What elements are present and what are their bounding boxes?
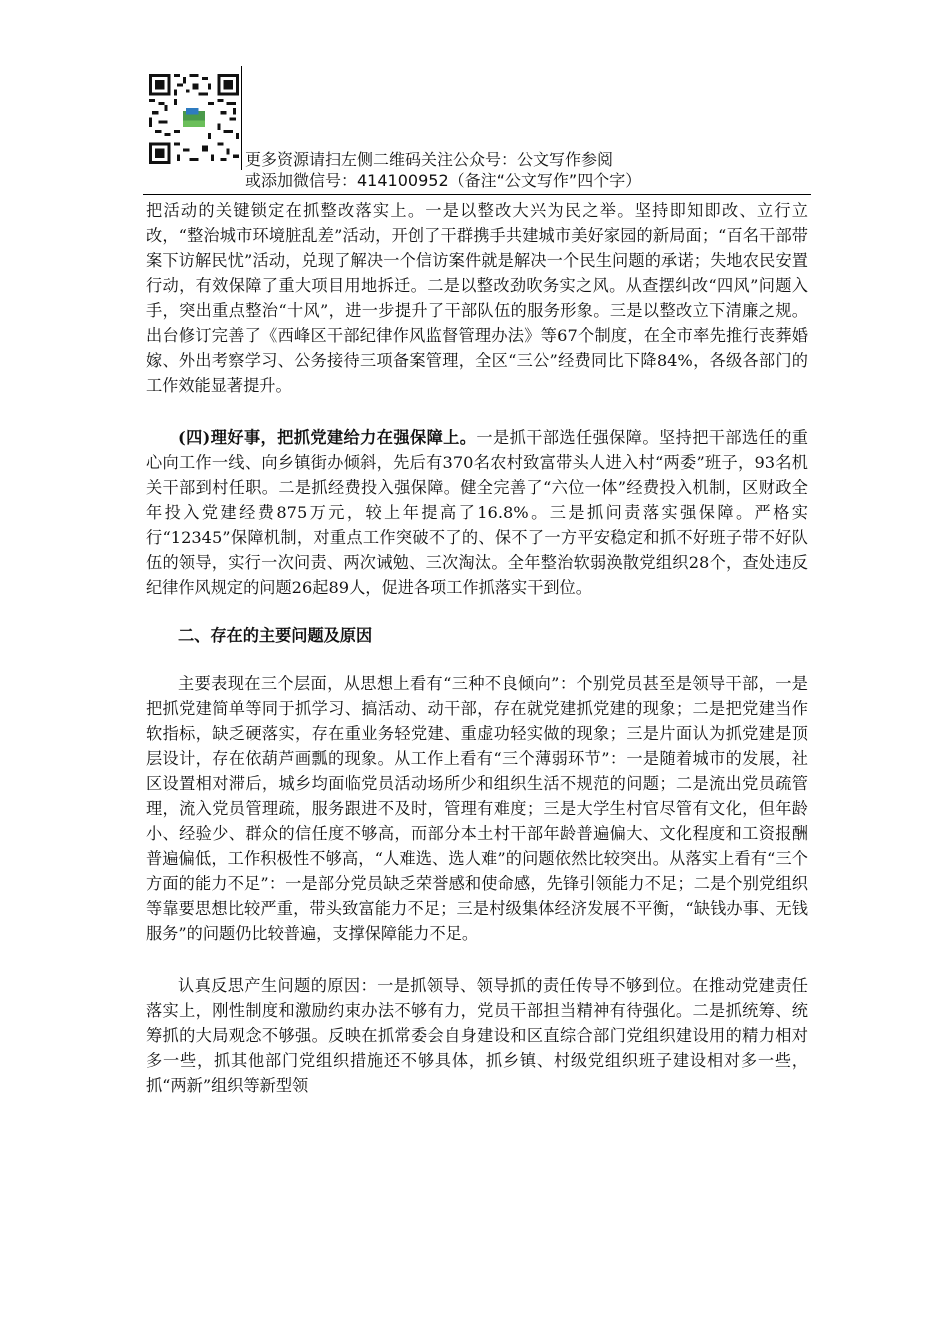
paragraph-2-lead: (四)理好事，把抓党建给力在强保障上。 <box>178 428 477 447</box>
section-heading: 二、存在的主要问题及原因 <box>178 626 373 645</box>
paragraph-4: 认真反思产生问题的原因：一是抓领导、领导抓的责任传导不够到位。在推动党建责任落实上，刚性制度和激励约束办法不够有力，党员干部担当精神有待强化。二是抓统筹、统筹抓的大局观念不够强。反映在抓常委会自身建设和区直综合部门党组织建设用的精力相对多一些，抓其他部门党组织措施还不够具体，抓乡镇、村级党组织班子建设相对多一些，抓“两新”组织等新型领 <box>146 976 808 1095</box>
spacer <box>146 648 808 671</box>
document-body <box>146 198 808 1098</box>
paragraph-1: 把活动的关键锁定在抓整改落实上。一是以整改大兴为民之举。坚持即知即改、立行立改，“整治城市环境脏乱差”活动，开创了干群携手共建城市美好家园的新局面；“百名干部带案下访解民忧”活动，兑现了解决一个信访案件就是解决一个民生问题的承诺；失地农民安置行动，有效保障了重大项目用地拆迁。二是以整改劲吹务实之风。从查摆纠改“四风”问题入手，突出重点整治“十风”，进一步提升了干部队伍的服务形象。三是以整改立下清廉之规。出台修订完善了《西峰区干部纪律作风监督管理办法》等67个制度，在全市率先推行丧葬婚嫁、外出考察学习、公务接待三项备案管理，全区“三公”经费同比下降84%，各级各部门的工作效能显著提升。 <box>146 201 808 395</box>
header-divider-horizontal <box>143 194 811 195</box>
paragraph-3: 主要表现在三个层面，从思想上看有“三种不良倾向”：个别党员甚至是领导干部，一是把抓党建简单等同于抓学习、搞活动、动干部，存在就党建抓党建的现象；二是把党建当作软指标，缺乏硬落实，存在重业务轻党建、重虚功轻实做的现象；三是片面认为抓党建是顶层设计，存在依葫芦画瓢的现象。从工作上看有“三个薄弱环节”：一是随着城市的发展，社区设置相对滞后，城乡均面临党员活动场所少和组织生活不规范的问题；二是流出党员疏管理，流入党员管理疏，服务跟进不及时，管理有难度；三是大学生村官尽管有文化，但年龄小、经验少、群众的信任度不够高，而部分本土村干部年龄普遍偏大、文化程度和工资报酬普遍偏低，工作积极性不够高，“人难选、选人难”的问题依然比较突出。从落实上看有“三个方面的能力不足”：一是部分党员缺乏荣誉感和使命感，先锋引领能力不足；二是个别党组织等靠要思想比较严重，带头致富能力不足；三是村级集体经济发展不平衡，“缺钱办事、无钱服务”的问题仍比较普遍，支撑保障能力不足。 <box>146 674 808 943</box>
paragraph-2-text: 一是抓干部选任强保障。坚持把干部选任的重心向工作一线、向乡镇街办倾斜，先后有370名农村致富带头人进入村“两委”班子，93名机关干部到村任职。二是抓经费投入强保障。健全完善了“六位一体”经费投入机制，区财政全年投入党建经费875万元，较上年提高了16.8%。三是抓问责落实强保障。严格实行“12345”保障机制，对重点工作突破不了的、保不了一方平安稳定和抓不好班子带不好队伍的领导，实行一次问责、两次诫勉、三次淘汰。全年整治软弱涣散党组织28个，查处违反纪律作风规定的问题26起89人，促进各项工作抓落实干到位。 <box>146 428 808 597</box>
spacer <box>146 946 808 973</box>
paragraph-2 <box>146 425 808 600</box>
spacer <box>146 600 808 623</box>
spacer <box>146 398 808 425</box>
header-divider-vertical <box>241 66 242 170</box>
header-promo-line-1: 更多资源请扫左侧二维码关注公众号：公文写作参阅 <box>245 150 614 169</box>
header-promo-line-2: 或添加微信号：414100952（备注“公文写作”四个字） <box>245 171 642 190</box>
qr-code-icon <box>149 74 239 164</box>
